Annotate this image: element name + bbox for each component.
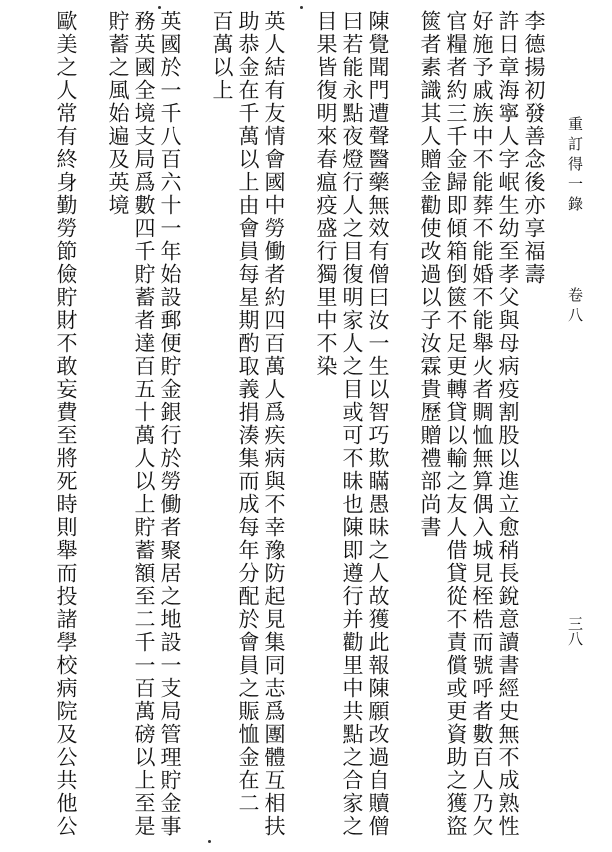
text-column: 百萬以上 xyxy=(210,10,234,102)
text-column: 歐美之人常有終身勤勞節儉貯財不敢妄費至將死時則舉而投諸學校病院及公共他公 xyxy=(54,10,78,838)
text-column: 篋者素識其人贈金勸使改過以子汝霖貴歷贈禮部尚書 xyxy=(418,10,442,539)
text-column: 貯蓄之風始遍及英境 xyxy=(106,10,130,217)
volume-label: 卷八 xyxy=(566,287,584,327)
text-column: 官糧者約三千金歸即傾箱倒篋不足更轉貸以輸之友人借貸從不責償或更資助之獲盜 xyxy=(444,10,468,838)
text-column: 英人結有友情會國中勞働者約四百萬人爲疾病與不幸豫防起見集同志爲團體互相扶 xyxy=(262,10,286,838)
text-column: 許日章海寧人字岷生幼至孝父與母病疫割股以進立愈稍長銳意讀書經史無不成熟性 xyxy=(496,10,520,838)
text-column: 曰若能永點夜燈行人之目復明家人之目或可不昧也陳即遵行并勸里中共點之合家之 xyxy=(340,10,364,838)
text-column: 英國於一千八百六十一年始設郵便貯金銀行於勞働者聚居之地設一支局管理貯金事 xyxy=(158,10,182,838)
scan-speck xyxy=(300,6,303,9)
scan-speck xyxy=(158,6,161,9)
book-title-header: 重訂得一錄 xyxy=(566,116,584,216)
text-column: 務英國全境支局爲數四千貯蓄者達百五十萬人以上貯蓄額至二千一百萬磅以上至是 xyxy=(132,10,156,838)
text-column: 好施予戚族中不能葬不能婚不能舉火者賙恤無算偶入城見桎梏而號呼者數百人乃欠 xyxy=(470,10,494,838)
text-column: 助恭金在千萬以上由會員每星期酌取義捐湊集而成每年分配於會員之賑恤金在二 xyxy=(236,10,260,815)
scan-speck xyxy=(208,840,211,843)
page-number: 三八 xyxy=(566,616,584,646)
text-column: 李德揚初發善念後亦享福壽 xyxy=(522,10,546,286)
text-column: 陳覺聞門遭聲醫藥無效有僧曰汝一生以智巧欺瞞愚昧之人故獲此報陳願改過自贖僧 xyxy=(366,10,390,838)
text-column: 目果皆復明來春瘟疫盛行獨里中不染 xyxy=(314,10,338,378)
